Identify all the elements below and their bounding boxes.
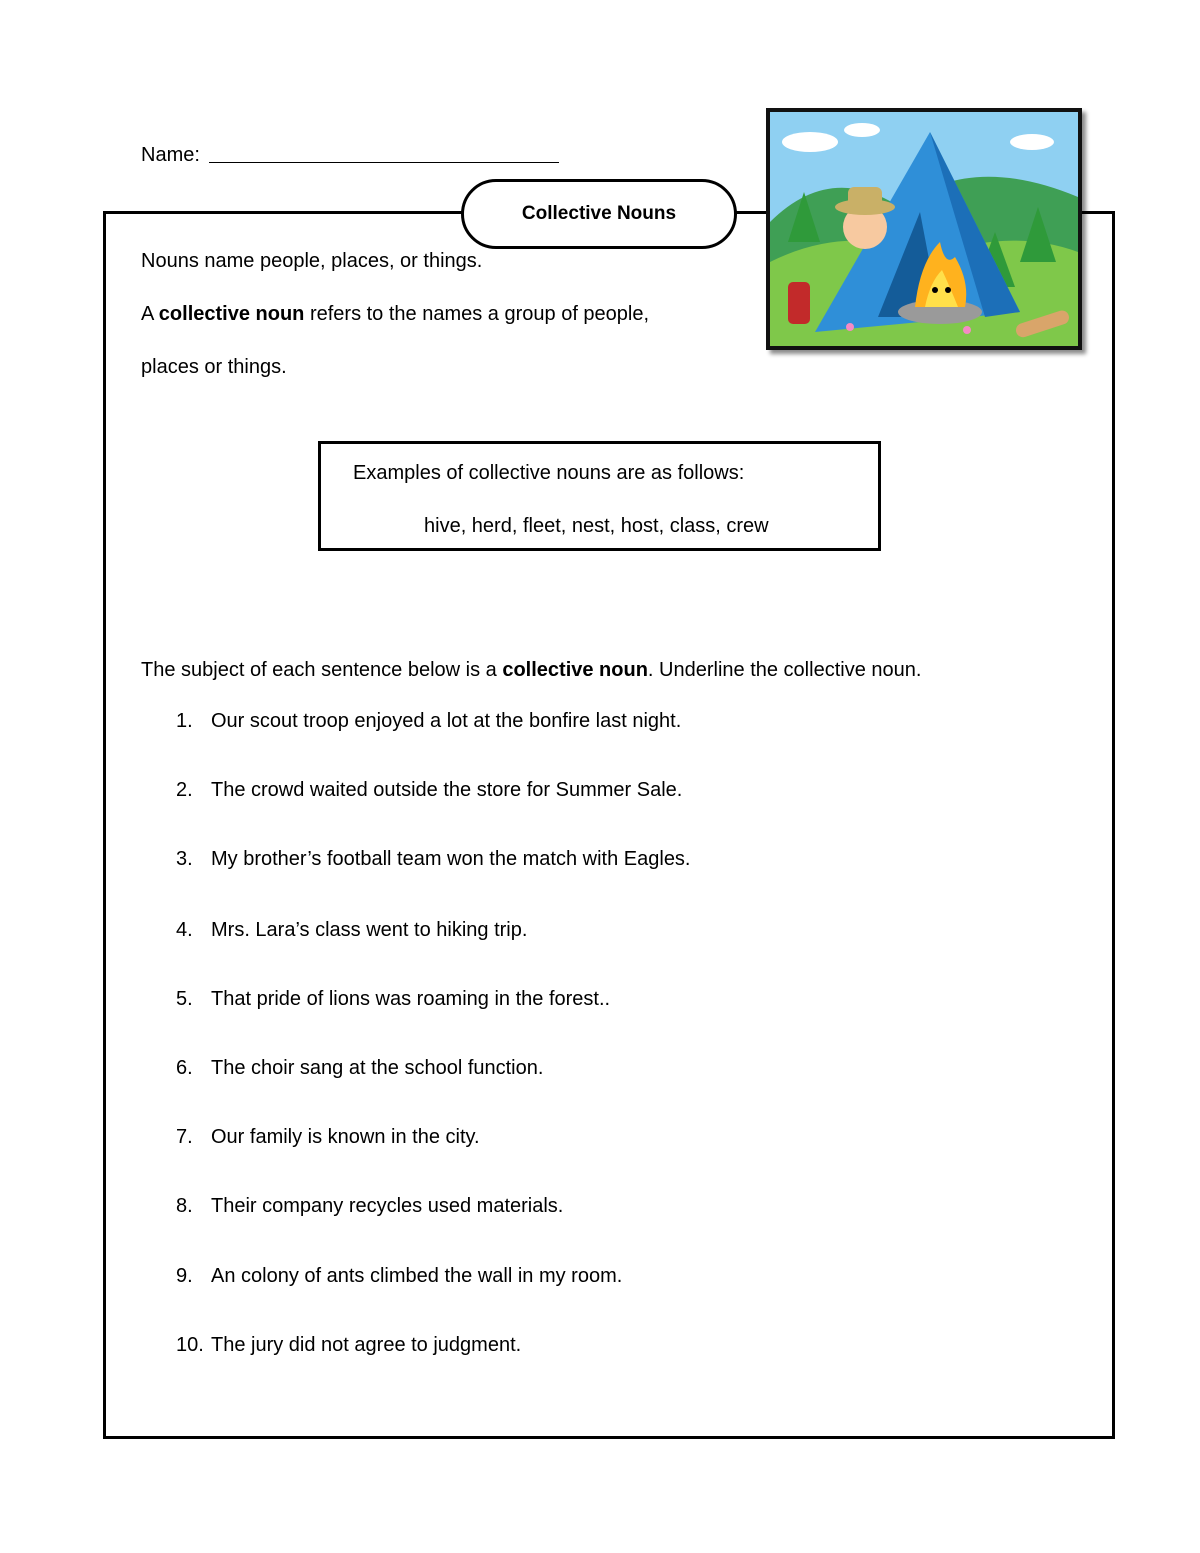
sentence-number: 2. — [176, 779, 193, 801]
sentence-item[interactable] — [176, 1126, 480, 1149]
instruction-end: . Underline the collective noun. — [647, 659, 922, 681]
sentence-text[interactable]: Our family is known in the city. — [211, 1126, 480, 1148]
sentence-item[interactable] — [176, 1057, 543, 1080]
sentence-number: 9. — [176, 1265, 193, 1287]
sentence-item[interactable] — [176, 988, 610, 1011]
intro-line-3: places or things. — [141, 356, 287, 378]
sentence-item[interactable] — [176, 848, 691, 871]
name-blank-line[interactable] — [209, 142, 559, 163]
sentence-number: 5. — [176, 988, 193, 1010]
sentence-number: 10. — [176, 1334, 204, 1356]
sentence-number: 4. — [176, 919, 193, 941]
intro-line-1: Nouns name people, places, or things. — [141, 250, 483, 272]
sentence-number: 1. — [176, 710, 193, 732]
sentence-text[interactable]: Mrs. Lara’s class went to hiking trip. — [211, 919, 528, 941]
sentence-text[interactable]: The crowd waited outside the store for Summer Sale. — [211, 779, 683, 801]
sentence-text[interactable]: The jury did not agree to judgment. — [211, 1334, 522, 1356]
sentence-text[interactable]: An colony of ants climbed the wall in my room. — [211, 1265, 623, 1287]
examples-box — [318, 441, 881, 551]
camping-illustration — [766, 108, 1082, 350]
name-label: Name: — [141, 144, 200, 166]
intro-line-2-end: refers to the names a group of people, — [304, 303, 650, 325]
sentence-text[interactable]: The choir sang at the school function. — [211, 1057, 544, 1079]
instruction-start: The subject of each sentence below is a — [141, 659, 503, 681]
sentence-text[interactable]: My brother’s football team won the match with Eagles. — [211, 848, 691, 870]
intro-bold-term: collective noun — [158, 303, 305, 325]
examples-list: hive, herd, fleet, nest, host, class, crew — [424, 515, 769, 537]
sentence-item[interactable] — [176, 1265, 622, 1288]
sentence-item[interactable] — [176, 919, 527, 942]
sentence-number: 3. — [176, 848, 193, 870]
sentence-item[interactable] — [176, 1334, 521, 1357]
instruction — [141, 658, 921, 682]
sentence-text[interactable]: Their company recycles used materials. — [211, 1195, 564, 1217]
worksheet-title — [461, 179, 737, 249]
instruction-bold-term: collective noun — [502, 659, 648, 681]
name-field-row — [141, 142, 559, 167]
sentence-item[interactable] — [176, 1195, 563, 1218]
sentence-number: 8. — [176, 1195, 193, 1217]
title-text: Collective Nouns — [521, 203, 677, 224]
sentence-number: 6. — [176, 1057, 193, 1079]
intro-line-2-start: A — [141, 303, 159, 325]
sentence-item[interactable] — [176, 779, 682, 802]
examples-heading: Examples of collective nouns are as follows: — [353, 462, 745, 484]
sentence-number: 7. — [176, 1126, 193, 1148]
sentence-text[interactable]: That pride of lions was roaming in the forest.. — [211, 988, 611, 1010]
intro-line-2 — [141, 302, 649, 326]
sentence-item[interactable] — [176, 710, 681, 733]
worksheet-frame — [103, 211, 1115, 1439]
sentence-text[interactable]: Our scout troop enjoyed a lot at the bonfire last night. — [211, 710, 682, 732]
